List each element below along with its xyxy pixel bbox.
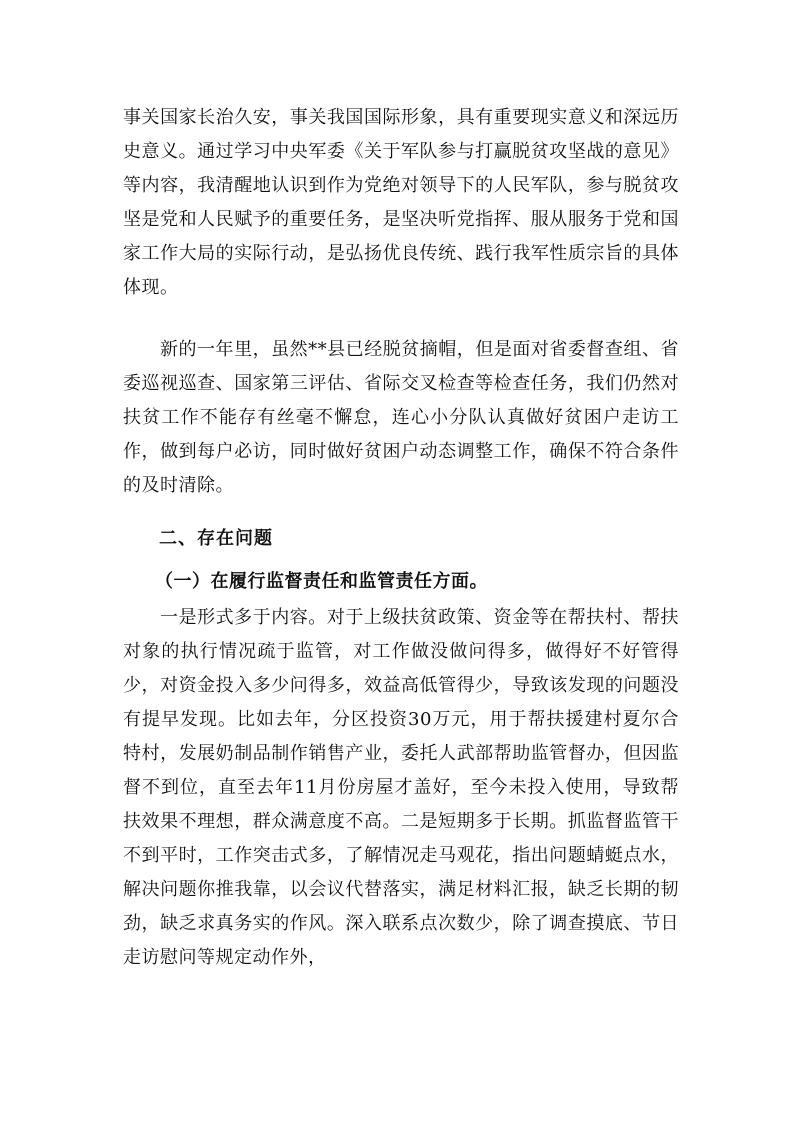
paragraph-new-year: 新的一年里，虽然**县已经脱贫摘帽，但是面对省委督查组、省委巡视巡查、国家第三评估、省际交叉检查等检查任务，我们仍然对扶贫工作不能存有丝毫不懈怠，连心小分队认真做好贫困户走访工作，做到每户必访，同时做好贫困户动态调整工作，确保不符合条件的及时清除。 xyxy=(123,339,679,496)
section-heading: 二、存在问题 xyxy=(159,528,273,549)
paragraph-problems: 一是形式多于内容。对于上级扶贫政策、资金等在帮扶村、帮扶对象的执行情况疏于监管，对工作做没做问得多，做得好不好管得少，对资金投入多少问得多，效益高低管得少，导致该发现的问题没有提早发现。比如去年，分区投资30万元，用于帮扶援建村夏尔合特村，发展奶制品制作销售产业，委托人武部帮助监管督办，但因监督不到位，直至去年11月份房屋才盖好，至今未投入使用，导致帮扶效果不理想，群众满意度不高。二是短期多于长期。抓监督监管干不到平时，工作突击式多，了解情况走马观花，指出问题蜻蜓点水，解决问题你推我靠，以会议代替落实，满足材料汇报，缺乏长期的韧劲，缺乏求真务实的作风。深入联系点次数少，除了调查摸底、节日走访慰问等规定动作外， xyxy=(123,607,679,968)
paragraph-significance: 事关国家长治久安，事关我国国际形象，具有重要现实意义和深远历史意义。通过学习中央军委《关于军队参与打赢脱贫攻坚战的意见》等内容，我清醒地认识到作为党绝对领导下的人民军队，参与脱贫攻坚是党和人民赋予的重要任务，是坚决听党指挥、服从服务于党和国家工作大局的实际行动，是弘扬优良传统、践行我军性质宗旨的具体体现。 xyxy=(123,107,679,298)
subsection-heading: （一）在履行监督责任和监管责任方面。 xyxy=(155,571,488,592)
